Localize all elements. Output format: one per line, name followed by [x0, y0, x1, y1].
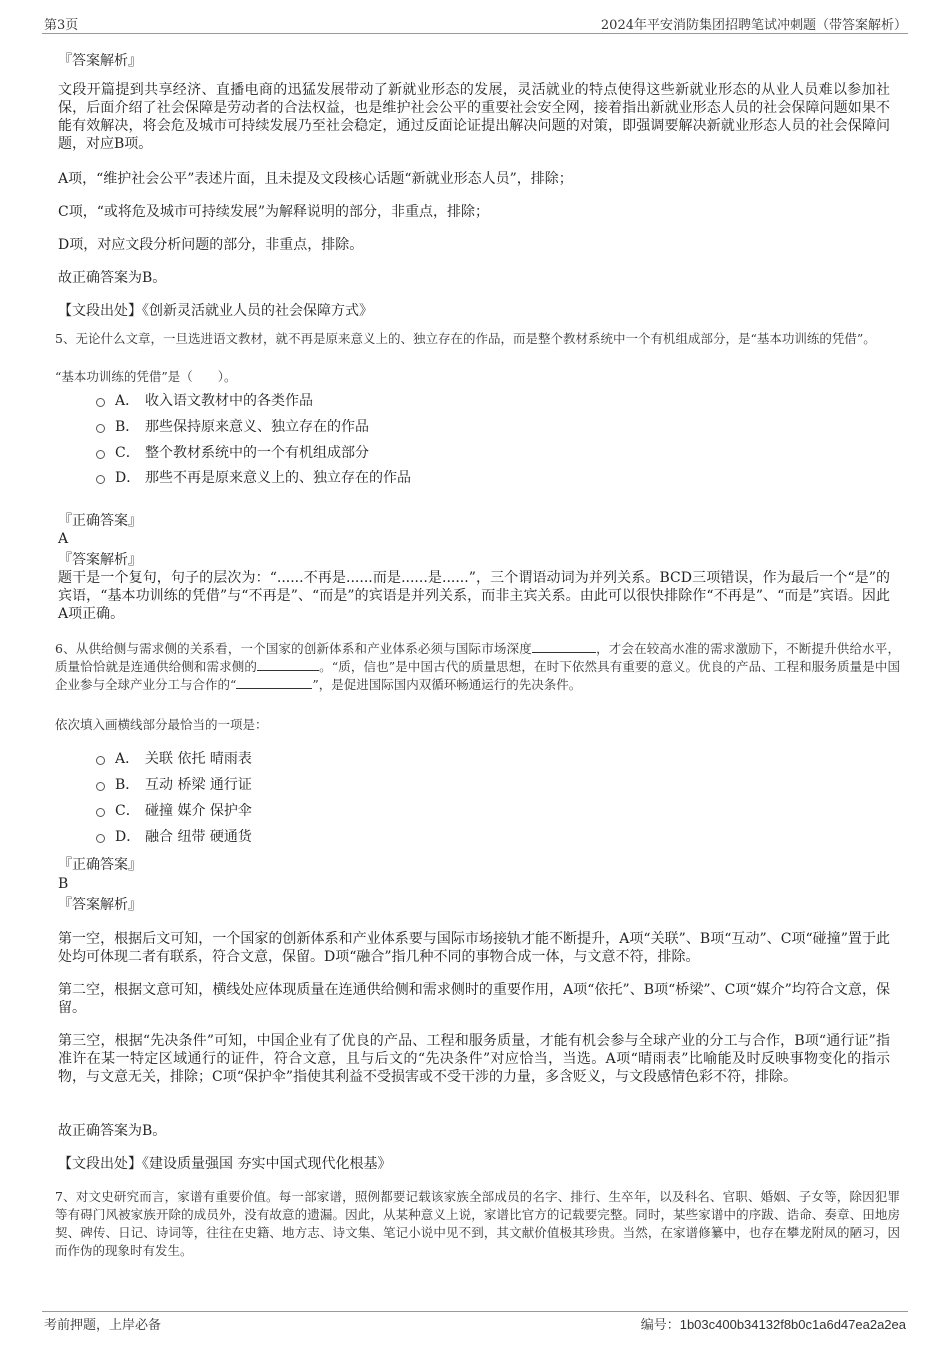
radio-icon[interactable] [96, 398, 105, 407]
q5-stem: 5、无论什么文章，一旦选进语文教材，就不再是原来意义上的、独立存在的作品，而是整个教材系统中一个有机组成部分，是“基本功训练的凭借”。 [55, 331, 876, 346]
radio-icon[interactable] [96, 782, 105, 791]
q6-prompt: 依次填入画横线部分最恰当的一项是： [55, 717, 268, 732]
source-title: 《创新灵活就业人员的社会保障方式》 [142, 303, 373, 319]
q4-option-c-note: C项，“或将危及城市可持续发展”为解释说明的部分，非重点，排除； [58, 204, 490, 220]
q6-answer-title: 『正确答案』 [58, 857, 142, 873]
q7-stem: 7、对文史研究而言，家谱有重要价值。每一部家谱，照例都要记载该家族全部成员的名字、排行、生卒年，以及科名、官职、婚姻、子女等，除因犯罪等有碍门风被家族开除的成员外，没有故意的遗漏。因此，从某种意义上说，家谱比官方的记载要完整。同时，某些家谱中的序跋、诰命、奏章、田地房契、碑传、日记、诗词等，往往在史籍、地方志、诗文集、笔记小说中见不到，其文献价值极其珍贵。当然，在家谱修纂中，也存在攀龙附凤的陋习，因而作伪的现象时有发生。 [55, 1189, 900, 1258]
radio-icon[interactable] [96, 834, 105, 843]
radio-icon[interactable] [96, 424, 105, 433]
q5-answer: A [58, 531, 69, 547]
q5-answer-title: 『正确答案』 [58, 513, 142, 529]
q5-analysis-title: 『答案解析』 [58, 552, 142, 568]
source-title: 《建设质量强国 夯实中国式现代化根基》 [142, 1156, 392, 1172]
q4-source [58, 302, 890, 320]
blank-line [532, 640, 596, 653]
document-title: 2024年平安消防集团招聘笔试冲刺题（带答案解析） [600, 18, 907, 33]
q4-analysis-text: 文段开篇提到共享经济、直播电商的迅猛发展带动了新就业形态的发展，灵活就业的特点使得这些新就业形态的从业人员难以参加社保，后面介绍了社会保障是劳动者的合法权益，也是维护社会公平的重要社会安全网，接着指出新就业形态人员的社会保障问题如果不能有效解决，将会危及城市可持续发展乃至社会稳定，通过反面论证提出解决问题的对策，即强调要解决新就业形态人员的社会保障问题，对应B项。 [58, 82, 890, 152]
source-tag: 【文段出处】 [58, 1156, 142, 1172]
q5-option-a[interactable]: A． 收入语文教材中的各类作品 [96, 392, 313, 410]
q5-option-d[interactable]: D． 那些不再是原来意义上的、独立存在的作品 [96, 469, 411, 487]
q6-source [58, 1155, 890, 1173]
header-rule [42, 33, 908, 34]
q6-option-d[interactable]: D． 融合 纽带 硬通货 [96, 828, 252, 846]
q6-option-b[interactable]: B． 互动 桥梁 通行证 [96, 776, 252, 794]
radio-icon[interactable] [96, 450, 105, 459]
q5-question: “基本功训练的凭借”是（ ）。 [55, 369, 237, 384]
q6-stem: 6、从供给侧与需求侧的关系看，一个国家的创新体系和产业体系必须与国际市场深度 ，才会在较高水准的需求激励下，不断提升供给水平，质量恰恰就是连通供给侧和需求侧的 。“质，信也”是中国古代的质量思想，在时下依然具有重要的意义。优良的产品、工程和服务质量是中国企业参与全球产业分工与合作的“ ”，是促进国际国内双循环畅通运行的先决条件。 [55, 641, 900, 692]
radio-icon[interactable] [96, 756, 105, 765]
blank-line [236, 676, 312, 689]
footer-slogan: 考前押题，上岸必备 [44, 1318, 162, 1333]
q5-option-c[interactable]: C． 整个教材系统中的一个有机组成部分 [96, 444, 369, 462]
q6-answer: B [58, 876, 69, 892]
q5-option-b[interactable]: B． 那些保持原来意义、独立存在的作品 [96, 418, 369, 436]
footer-rule [42, 1311, 908, 1312]
q6-option-c[interactable]: C． 碰撞 媒介 保护伞 [96, 802, 252, 820]
footer-code: 编号：1b03c400b34132f8b0c1a6d47ea2a2ea [640, 1317, 906, 1333]
blank-line [257, 658, 319, 671]
page-number: 第3页 [44, 18, 79, 33]
q4-conclusion: 故正确答案为B。 [58, 270, 167, 286]
q4-option-d-note: D项，对应文段分析问题的部分，非重点，排除。 [58, 237, 364, 253]
q6-analysis-blank-2: 第二空，根据文意可知，横线处应体现质量在连通供给侧和需求侧时的重要作用，A项“依托”、B项“桥梁”、C项“媒介”均符合文意，保留。 [58, 982, 890, 1016]
radio-icon[interactable] [96, 475, 105, 484]
q4-option-a-note: A项，“维护社会公平”表述片面，且未提及文段核心话题“新就业形态人员”，排除； [58, 171, 573, 187]
q6-analysis-blank-1: 第一空，根据后文可知，一个国家的创新体系和产业体系要与国际市场接轨才能不断提升，A项“关联”、B项“互动”、C项“碰撞”置于此处均可体现二者有联系，符合文意，保留。D项“融合”指几种不同的事物合成一体，与文意不符，排除。 [58, 931, 890, 965]
q6-analysis-blank-3: 第三空，根据“先决条件”可知，中国企业有了优良的产品、工程和服务质量，才能有机会参与全球产业的分工与合作，B项“通行证”指准许在某一特定区域通行的证件，符合文意，且与后文的“先决条件”对应恰当，当选。A项“晴雨表”比喻能及时反映事物变化的指示物，与文意无关，排除；C项“保护伞”指使其利益不受损害或不受干涉的力量，多含贬义，与文段感情色彩不符，排除。 [58, 1033, 890, 1085]
q6-conclusion: 故正确答案为B。 [58, 1123, 167, 1139]
q5-analysis-text: 题干是一个复句，句子的层次为：“......不再是......而是......是......”，三个谓语动词为并列关系。BCD三项错误，作为最后一个“是”的宾语，“基本功训练的凭借”与“不再是”、“而是”的宾语是并列关系，而非主宾关系。由此可以很快排除作“不再是”、“而是”宾语。因此A项正确。 [58, 570, 890, 622]
source-tag: 【文段出处】 [58, 303, 142, 319]
radio-icon[interactable] [96, 808, 105, 817]
q6-analysis-title: 『答案解析』 [58, 897, 142, 913]
q4-analysis-title: 『答案解析』 [58, 53, 142, 69]
q6-option-a[interactable]: A． 关联 依托 晴雨表 [96, 750, 252, 768]
